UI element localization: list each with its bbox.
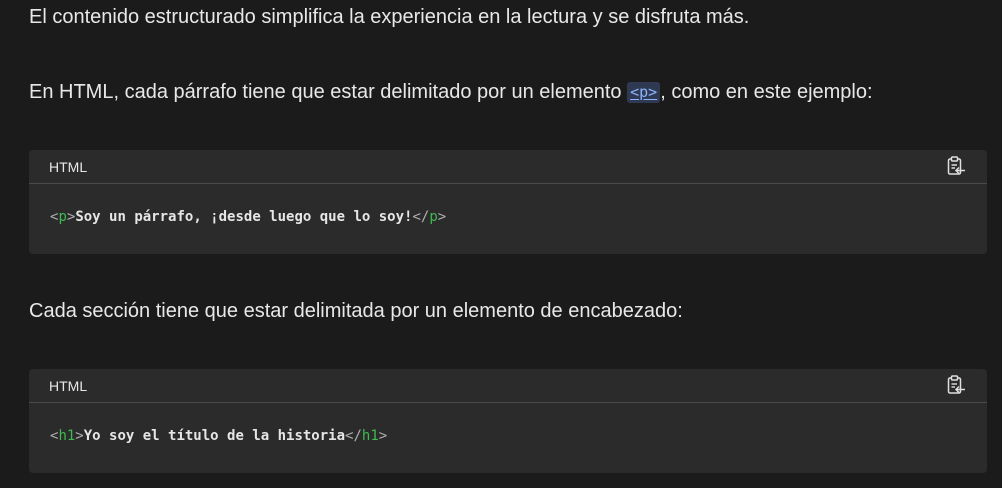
paragraph-structured-content: El contenido estructurado simplifica la experiencia en la lectura y se disfruta más. [29,6,750,28]
tag-bracket: > [75,428,84,444]
tag-bracket: </ [412,209,430,225]
code-text: Yo soy el título de la historia [83,428,346,444]
code-language-label: HTML [49,378,88,394]
code-header [29,369,987,403]
open-tag-name: h1 [58,428,76,444]
tag-bracket: > [66,209,76,225]
code-content [50,427,387,445]
code-content [50,208,446,226]
copy-code-button[interactable] [945,155,967,177]
copy-code-button[interactable] [945,374,967,396]
tag-bracket: </ [345,428,362,444]
tag-bracket: < [50,428,59,444]
code-example-heading [29,369,987,473]
clipboard-copy-icon [945,155,967,177]
paragraph-text-before: En HTML, cada párrafo tiene que estar delimitado por un elemento [29,81,628,103]
open-tag-name: p [58,209,67,225]
close-tag-name: p [429,209,438,225]
clipboard-copy-icon [945,374,967,396]
tag-bracket: > [437,209,447,225]
code-header [29,150,987,184]
paragraph-p-element [29,79,873,105]
tag-bracket: < [50,209,59,225]
tag-bracket: > [378,428,388,444]
paragraph-heading-element: Cada sección tiene que estar delimitada por un elemento de encabezado: [29,300,683,322]
p-element-link[interactable]: <p> [627,82,660,103]
close-tag-name: h1 [361,428,379,444]
paragraph-text-after: , como en este ejemplo: [660,81,873,103]
code-language-label: HTML [49,159,88,175]
code-example-paragraph [29,150,987,254]
code-text: Soy un párrafo, ¡desde luego que lo soy! [75,209,413,225]
